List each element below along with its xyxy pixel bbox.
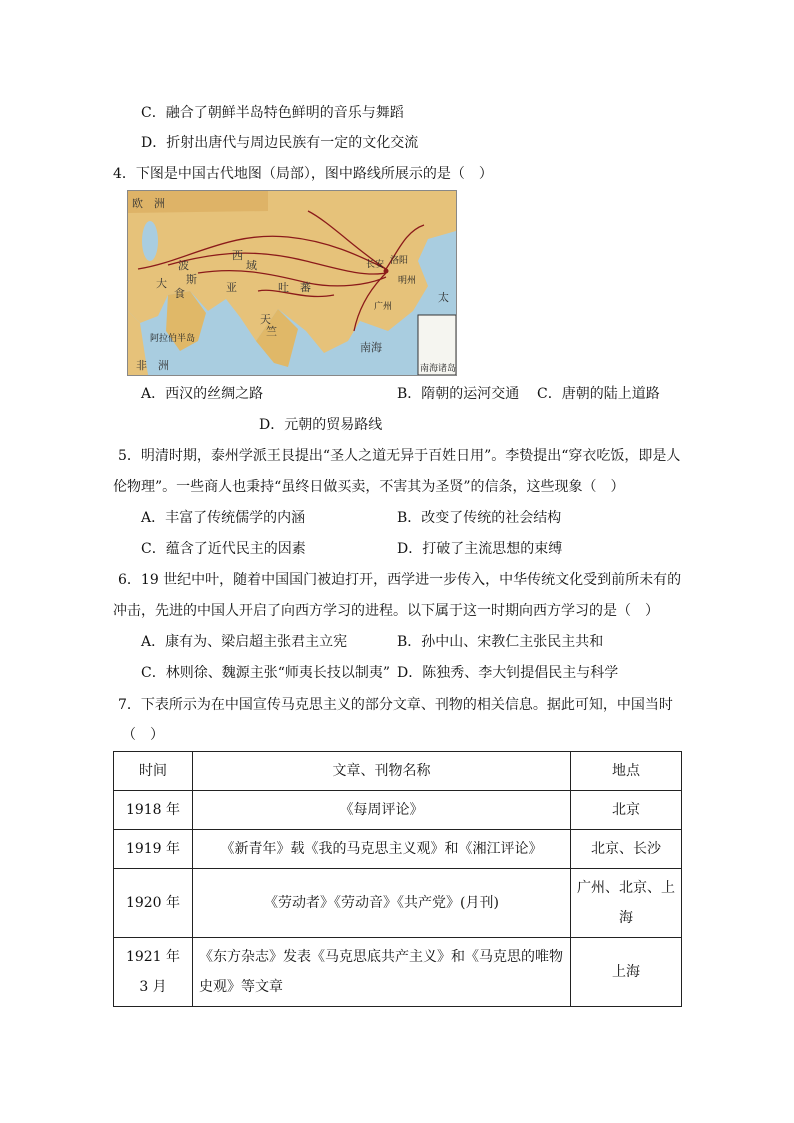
q5-option-c: C．蕴含了近代民主的因素: [141, 541, 306, 557]
table-row: [114, 938, 682, 1007]
q3-option-c: C．融合了朝鲜半岛特色鲜明的音乐与舞蹈: [141, 105, 404, 121]
ancient-china-route-map: [127, 190, 457, 376]
q6-option-b: B．孙中山、宋教仁主张民主共和: [397, 634, 604, 650]
q7-stem-line2: （ ）: [122, 727, 164, 743]
map-label-guangzhou: 广州: [374, 302, 393, 312]
map-label-dashi-2: 食: [174, 287, 185, 300]
q5-option-a: A．丰富了传统儒学的内涵: [141, 510, 306, 526]
table-header-time: 时间: [114, 752, 193, 791]
q4-option-b: B．隋朝的运河交通: [397, 386, 520, 402]
table-header-place: 地点: [571, 752, 682, 791]
map-label-xiyu-1: 西: [232, 249, 243, 262]
map-label-africa: 非 洲: [136, 359, 169, 372]
map-label-mingzhou: 明州: [398, 276, 417, 286]
q5-option-b: B．改变了传统的社会结构: [397, 510, 562, 526]
q7-stem-line1: 7．下表所示为在中国宣传马克思主义的部分文章、刊物的相关信息。据此可知，中国当时: [118, 697, 673, 713]
table-header-title: 文章、刊物名称: [193, 752, 571, 791]
table-cell-time: 1920 年: [114, 869, 193, 938]
map-label-bosi-2: 斯: [186, 273, 197, 286]
map-label-changan: 长安: [366, 260, 385, 270]
table-cell-title: 《新青年》载《我的马克思主义观》和《湘江评论》: [193, 830, 571, 869]
map-label-nanhai-isles: 南海诸岛: [420, 364, 456, 374]
map-label-luoyang: 洛阳: [390, 256, 409, 266]
map-label-tubo: 吐 蕃: [278, 281, 311, 294]
table-row: [114, 791, 682, 830]
table-row: [114, 869, 682, 938]
map-label-arabia: 阿拉伯半岛: [150, 334, 196, 344]
table-cell-time: 1918 年: [114, 791, 193, 830]
table-cell-time: 1921 年 3 月: [114, 938, 193, 1007]
q6-stem-line1: 6．19 世纪中叶，随着中国国门被迫打开，西学进一步传入，中华传统文化受到前所未有的: [118, 572, 682, 588]
q6-option-d: D．陈独秀、李大钊提倡民主与科学: [397, 665, 619, 681]
q4-option-d: D．元朝的贸易路线: [259, 417, 383, 433]
map-label-dashi-1: 大: [156, 277, 167, 290]
q4-stem: 4．下图是中国古代地图（局部），图中路线所展示的是（ ）: [113, 166, 493, 182]
table-cell-title: 《东方杂志》发表《马克思底共产主义》和《马克思的唯物史观》等文章: [193, 938, 571, 1007]
q6-option-c: C．林则徐、魏源主张“师夷长技以制夷”: [141, 665, 391, 681]
map-capital-dot: [384, 269, 389, 274]
map-caspian-sea: [142, 221, 158, 261]
map-graphic: [128, 191, 456, 375]
table-cell-place: 广州、北京、上海: [571, 869, 682, 938]
q7-table: [113, 751, 682, 1007]
table-cell-time: 1919 年: [114, 830, 193, 869]
table-cell-place: 北京、长沙: [571, 830, 682, 869]
table-row: [114, 830, 682, 869]
table-cell-place: 上海: [571, 938, 682, 1007]
table-cell-title: 《劳动者》《劳动音》《共产党》(月刊): [193, 869, 571, 938]
q6-option-a: A．康有为、梁启超主张君主立宪: [141, 634, 348, 650]
q4-option-a: A．西汉的丝绸之路: [141, 386, 264, 402]
q5-stem-line1: 5．明清时期，泰州学派王艮提出“圣人之道无异于百姓日用”。李贽提出“穿衣吃饭，即是人: [118, 448, 681, 464]
map-label-nanhai: 南海: [360, 341, 382, 354]
q6-stem-line2: 冲击，先进的中国人开启了向西方学习的进程。以下属于这一时期向西方学习的是（ ）: [113, 603, 659, 619]
map-label-bosi-1: 波: [178, 259, 189, 272]
table-cell-title: 《每周评论》: [193, 791, 571, 830]
q5-option-d: D．打破了主流思想的束缚: [397, 541, 563, 557]
table-header-row: [114, 752, 682, 791]
q4-option-c: C．唐朝的陆上道路: [537, 386, 660, 402]
table-cell-place: 北京: [571, 791, 682, 830]
map-label-tianzhu-1: 天: [260, 313, 271, 326]
q5-stem-line2: 伦物理”。一些商人也秉持“虽终日做买卖，不害其为圣贤”的信条，这些现象（ ）: [113, 479, 625, 495]
map-label-europe: 欧 洲: [132, 197, 165, 210]
q3-option-d: D．折射出唐代与周边民族有一定的文化交流: [141, 135, 419, 151]
map-label-tianzhu-2: 竺: [266, 325, 277, 338]
map-label-xiyu-2: 域: [246, 259, 257, 272]
map-label-ya: 亚: [226, 281, 237, 294]
map-label-taiping: 太: [438, 291, 449, 304]
